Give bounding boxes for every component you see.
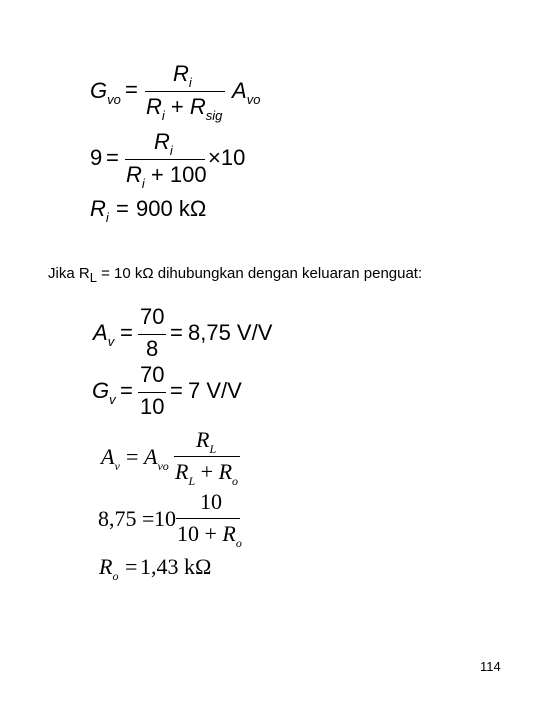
eq1-numerator: $R_i$ bbox=[173, 61, 192, 90]
eq6-fraction-bar bbox=[174, 456, 240, 457]
eq4-rhs: 8,75 V/V bbox=[188, 320, 273, 345]
eq5-numerator: 70 bbox=[140, 362, 165, 387]
eq2-rhs: ×10 bbox=[208, 145, 246, 170]
eq2-lhs: 9 bbox=[90, 145, 103, 170]
eq2-fraction-bar bbox=[125, 159, 205, 160]
eq3-equals: = bbox=[116, 196, 129, 221]
eq1-denominator: $R_i + R_{sig}$ bbox=[146, 94, 223, 123]
eq8-rhs: 1,43 kΩ bbox=[140, 554, 212, 579]
eq5-equals-2: = bbox=[170, 378, 183, 403]
eq5-rhs: 7 V/V bbox=[188, 378, 242, 403]
eq5-equals: = bbox=[120, 378, 133, 403]
eq4-equals: = bbox=[120, 320, 133, 345]
eq5-fraction-bar bbox=[138, 392, 166, 393]
eq1-equals: = bbox=[125, 77, 138, 102]
eq6-equals: = bbox=[126, 444, 139, 469]
eq6-gain: $A_{vo}$ bbox=[144, 444, 169, 473]
eq3-rhs: 900 kΩ bbox=[136, 196, 207, 221]
eq5-denominator: 10 bbox=[140, 394, 165, 419]
eq2-denominator: $R_i + 100$ bbox=[126, 162, 207, 191]
eq7-lhs: 8,75 bbox=[98, 506, 137, 531]
eq6-lhs: $A_v$ bbox=[101, 444, 120, 473]
eq3-lhs: $R_i$ bbox=[90, 196, 109, 225]
eq2-equals: = bbox=[106, 145, 119, 170]
eq2-numerator: $R_i$ bbox=[154, 129, 173, 158]
eq7-numerator: 10 bbox=[200, 489, 222, 514]
eq4-denominator: 8 bbox=[146, 336, 159, 361]
eq7-denominator: $10 + R_o$ bbox=[177, 521, 242, 550]
eq1-lhs: $G_{vo}$ bbox=[90, 78, 121, 107]
page-number: 114 bbox=[480, 659, 501, 674]
eq7-gain: 10 bbox=[154, 506, 176, 531]
eq8-lhs: $R_o$ bbox=[99, 554, 119, 583]
eq4-equals-2: = bbox=[170, 320, 183, 345]
eq1-rhs: $A_{vo}$ bbox=[232, 78, 261, 107]
eq6-numerator: $R_L$ bbox=[196, 427, 217, 456]
eq4-numerator: 70 bbox=[140, 304, 165, 329]
condition-sentence: Jika RL = 10 kΩ dihubungkan dengan keluaran penguat: bbox=[48, 265, 423, 285]
eq7-equals: = bbox=[142, 506, 155, 531]
eq5-lhs: $G_v$ bbox=[92, 378, 116, 407]
eq7-fraction-bar bbox=[176, 518, 240, 519]
eq8-equals: = bbox=[125, 554, 138, 579]
eq1-fraction-bar bbox=[145, 91, 225, 92]
eq6-denominator: $R_L + R_o$ bbox=[175, 459, 239, 488]
eq4-fraction-bar bbox=[138, 334, 166, 335]
eq4-lhs: $A_v$ bbox=[93, 320, 115, 349]
